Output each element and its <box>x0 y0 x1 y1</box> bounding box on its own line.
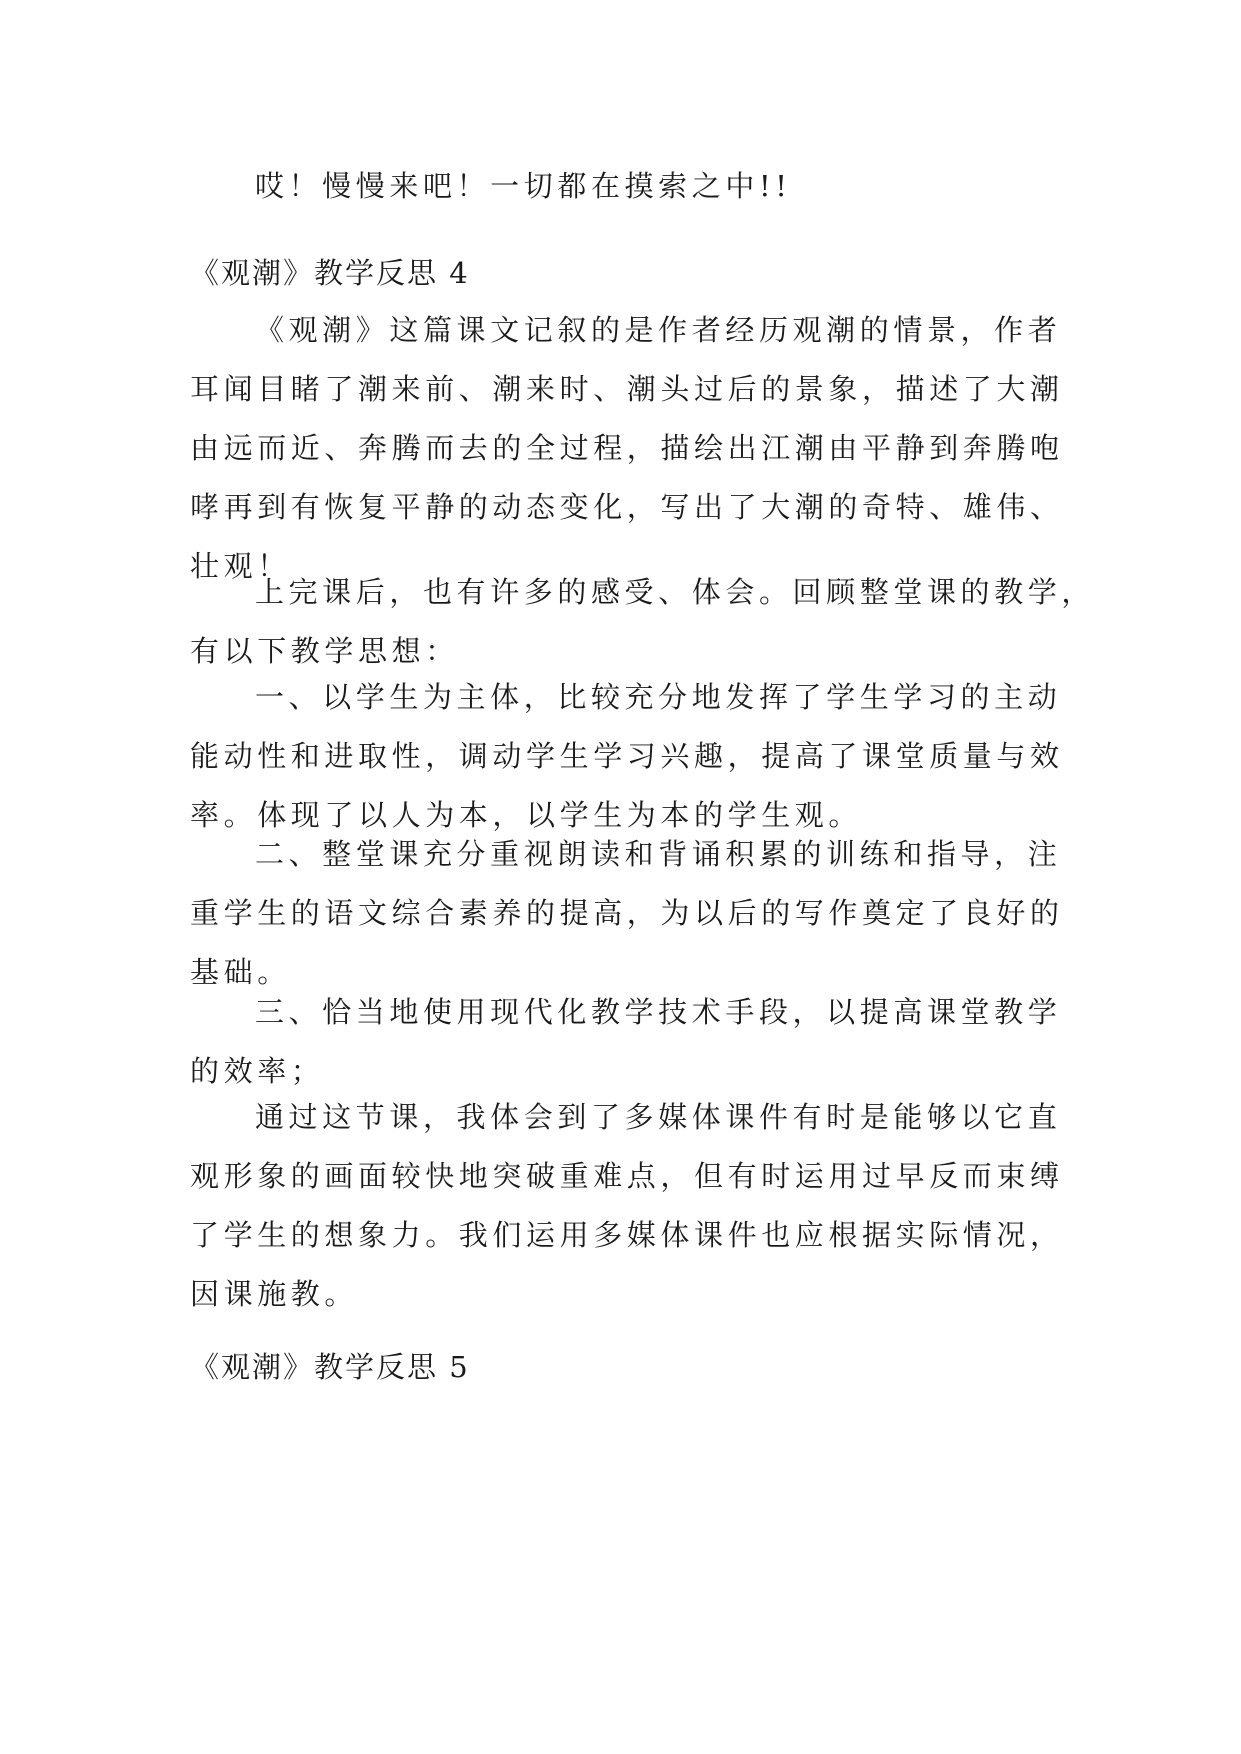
paragraph-line: 《观潮》这篇课文记叙的是作者经历观潮的情景，作者 <box>254 313 1062 347</box>
paragraph-line: 通过这节课，我体会到了多媒体课件有时是能够以它直 <box>254 1100 1062 1134</box>
paragraph-line: 三、恰当地使用现代化教学技术手段，以提高课堂教学 <box>254 995 1062 1029</box>
paragraph-line: 了学生的想象力。我们运用多媒体课件也应根据实际情况， <box>190 1218 1064 1252</box>
paragraph-line: 哮再到有恢复平静的动态变化，写出了大潮的奇特、雄伟、 <box>190 490 1064 524</box>
paragraph-line: 由远而近、奔腾而去的全过程，描绘出江潮由平静到奔腾咆 <box>190 431 1064 465</box>
paragraph-line: 的效率； <box>190 1054 325 1088</box>
intro-paragraph <box>190 157 1070 216</box>
paragraph-line: 耳闻目睹了潮来前、潮来时、潮头过后的景象，描述了大潮 <box>190 372 1064 406</box>
paragraph-line: 一、以学生为主体，比较充分地发挥了学生学习的主动 <box>254 680 1062 714</box>
paragraph-line: 重学生的语文综合素养的提高，为以后的写作奠定了良好的 <box>190 896 1064 930</box>
paragraph-line: 基础。 <box>190 955 291 989</box>
paragraph-line: 二、整堂课充分重视朗读和背诵积累的训练和指导，注 <box>254 837 1062 871</box>
paragraph-line: 能动性和进取性，调动学生学习兴趣，提高了课堂质量与效 <box>190 739 1064 773</box>
paragraph-line: 因课施教。 <box>190 1277 359 1311</box>
section-4-paragraph-5 <box>190 983 1070 1101</box>
section-4-paragraph-4 <box>190 825 1070 1002</box>
section-5-heading: 《观潮》教学反思 5 <box>190 1350 470 1384</box>
section-4-paragraph-1 <box>190 301 1070 596</box>
paragraph-line: 壮观！ <box>190 549 291 583</box>
section-4-heading: 《观潮》教学反思 4 <box>190 256 470 290</box>
section-4-paragraph-6 <box>190 1088 1070 1324</box>
paragraph-line: 观形象的画面较快地突破重难点，但有时运用过早反而束缚 <box>190 1159 1064 1193</box>
paragraph-line: 有以下教学思想： <box>190 634 459 668</box>
intro-line: 哎！慢慢来吧！一切都在摸索之中!! <box>254 169 792 203</box>
paragraph-line: 上完课后，也有许多的感受、体会。回顾整堂课的教学， <box>254 575 1095 609</box>
section-4-paragraph-3 <box>190 668 1070 845</box>
section-4-paragraph-2 <box>190 563 1095 681</box>
paragraph-line: 率。体现了以人为本，以学生为本的学生观。 <box>190 798 863 832</box>
